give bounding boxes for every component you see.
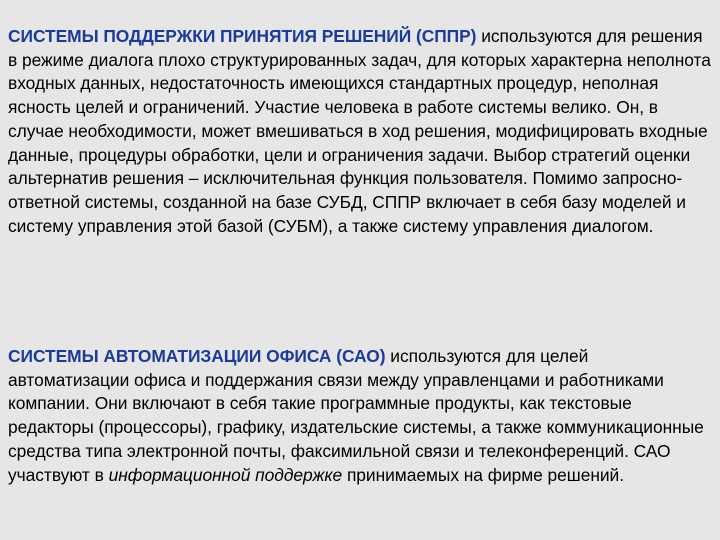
dss-body-text: используются для решения в режиме диалога плохо структурированных задач, для которых характерна неполнота входных данных, недостаточность имеющихся стандартных процедур, неполная ясность целей и ограничений. Участие человека в работе системы велико. Он, в случае необходимости, может вмешиваться в ход решения, модифицировать входные данные, процедуры обработки, цели и ограничения задачи. Выбор стратегий оценки альтернатив решения – исключительная функция пользователя. Помимо запросно-ответной системы, созданной на базе СУБД, СППР включает в себя базу моделей и систему управления этой базой (СУБМ), а также систему управления диалогом.	[8, 26, 711, 236]
dss-heading: СИСТЕМЫ ПОДДЕРЖКИ ПРИНЯТИЯ РЕШЕНИЙ (СППР)	[8, 26, 477, 46]
oas-tail-text: принимаемых на фирме решений.	[342, 464, 624, 485]
oas-emphasis-text: информационной поддержке	[108, 464, 343, 485]
oas-body-text: используются для целей автоматизации офиса и поддержания связи между управленцами и работниками компании. Они включают в себя такие программные продукты, как текстовые редакторы (процессоры), графику, издательские системы, а также коммуникационные средства типа электронной почты, факсимильной связи и телеконференций. САО участвуют в	[8, 346, 704, 485]
oas-heading: СИСТЕМЫ АВТОМАТИЗАЦИИ ОФИСА (САО)	[8, 346, 386, 366]
dss-paragraph	[8, 25, 712, 238]
oas-paragraph	[8, 345, 712, 487]
